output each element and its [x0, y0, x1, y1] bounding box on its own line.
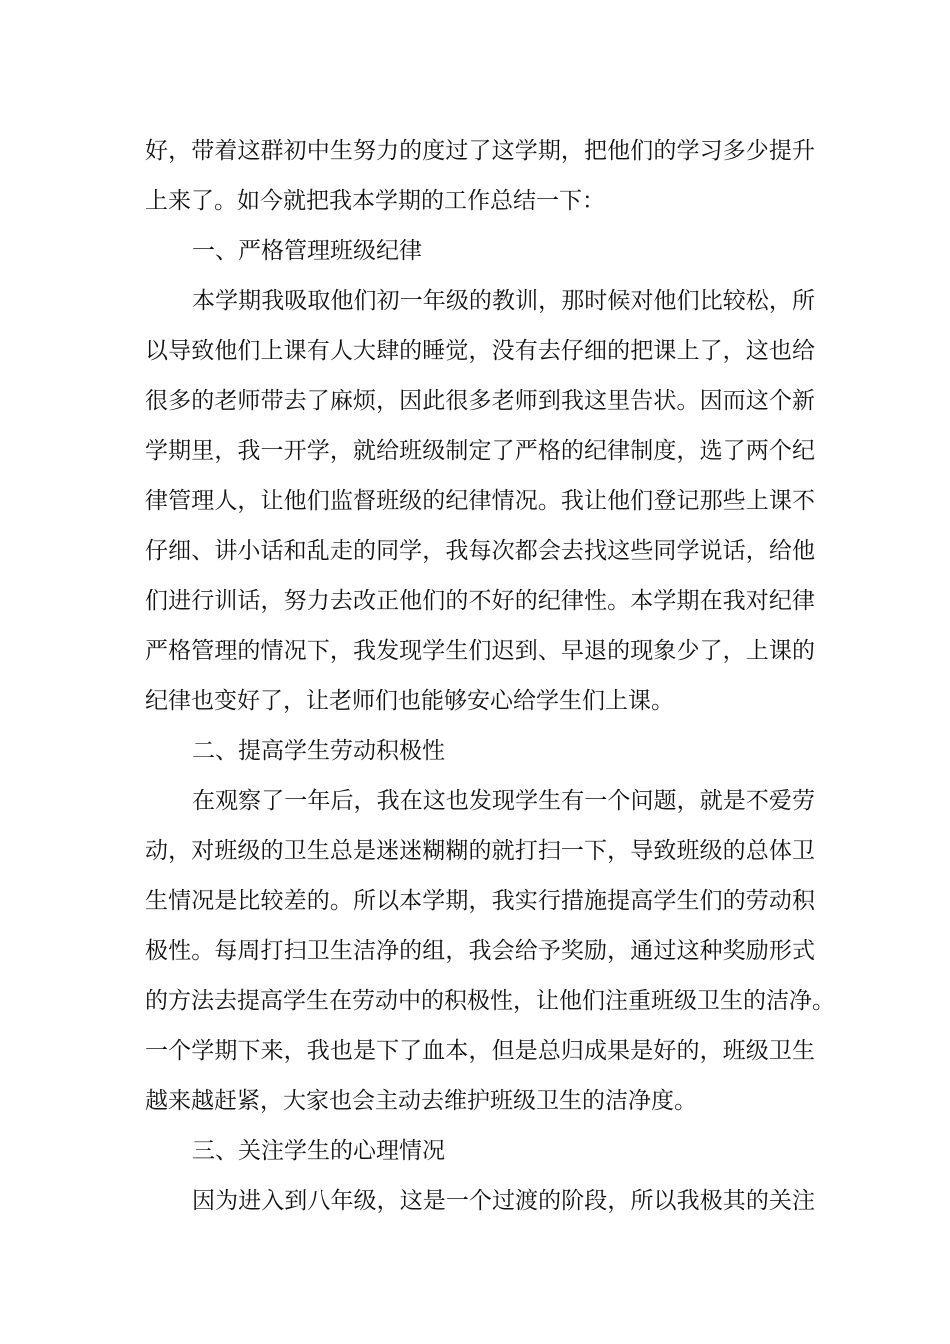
- section-heading-1: 一、严格管理班级纪律: [192, 238, 422, 264]
- body-text-line: 因为进入到八年级，这是一个过渡的阶段，所以我极其的关注: [192, 1188, 815, 1214]
- body-text-line: 律管理人，让他们监督班级的纪律情况。我让他们登记那些上课不: [145, 488, 815, 514]
- body-text-line: 严格管理的情况下，我发现学生们迟到、早退的现象少了，上课的: [145, 638, 815, 664]
- body-text-line: 以导致他们上课有人大肆的睡觉，没有去仔细的把课上了，这也给: [145, 338, 815, 364]
- body-text-line: 们进行训话，努力去改正他们的不好的纪律性。本学期在我对纪律: [145, 588, 815, 614]
- body-text-line: 纪律也变好了，让老师们也能够安心给学生们上课。: [145, 688, 674, 714]
- section-heading-3: 三、关注学生的心理情况: [192, 1138, 445, 1164]
- section-heading-2: 二、提高学生劳动积极性: [192, 738, 445, 764]
- body-text-line: 动，对班级的卫生总是迷迷糊糊的就打扫一下，导致班级的总体卫: [145, 838, 815, 864]
- body-text-line: 生情况是比较差的。所以本学期，我实行措施提高学生们的劳动积: [145, 888, 815, 914]
- body-text-line: 上来了。如今就把我本学期的工作总结一下：: [145, 188, 605, 214]
- body-text-line: 在观察了一年后，我在这也发现学生有一个问题，就是不爱劳: [192, 788, 815, 814]
- body-text-line: 好，带着这群初中生努力的度过了这学期，把他们的学习多少提升: [145, 138, 815, 164]
- body-text-line: 越来越赶紧，大家也会主动去维护班级卫生的洁净度。: [145, 1088, 697, 1114]
- body-text-line: 很多的老师带去了麻烦，因此很多老师到我这里告状。因而这个新: [145, 388, 815, 414]
- body-text-line: 仔细、讲小话和乱走的同学，我每次都会去找这些同学说话，给他: [145, 538, 815, 564]
- body-text-line: 一个学期下来，我也是下了血本，但是总归成果是好的，班级卫生: [145, 1038, 815, 1064]
- body-text-line: 的方法去提高学生在劳动中的积极性，让他们注重班级卫生的洁净。: [145, 988, 835, 1014]
- body-text-line: 本学期我吸取他们初一年级的教训，那时候对他们比较松，所: [192, 288, 815, 314]
- body-text-line: 极性。每周打扫卫生洁净的组，我会给予奖励，通过这种奖励形式: [145, 938, 815, 964]
- body-text-line: 学期里，我一开学，就给班级制定了严格的纪律制度，选了两个纪: [145, 438, 815, 464]
